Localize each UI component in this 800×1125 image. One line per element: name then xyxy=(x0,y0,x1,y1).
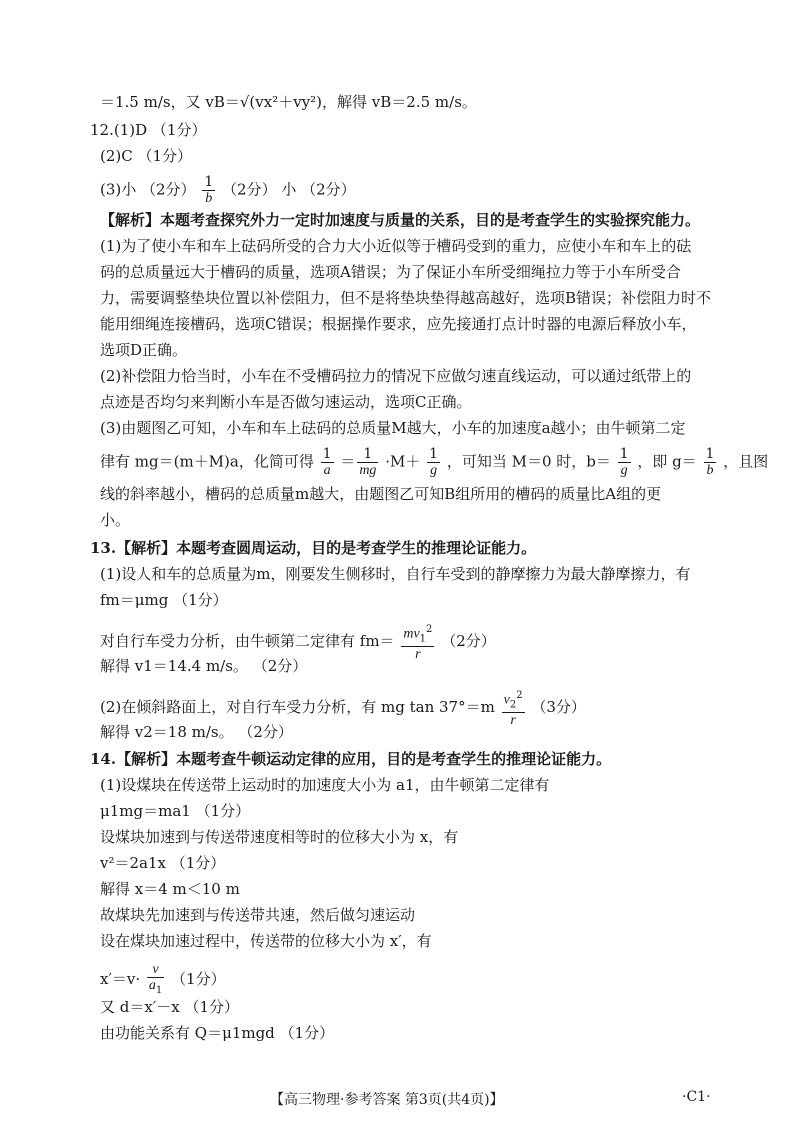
q13-heading: 13.【解析】本题考查圆周运动，目的是考查学生的推理论证能力。 xyxy=(90,539,537,557)
fraction-1-over-a: $\frac{1}{a}$ xyxy=(322,446,332,478)
q13-line-6: 解得 v2＝18 m/s。 （2分） xyxy=(100,723,293,741)
fraction-v2sq-over-r: $\frac{v_2^2}{r}$ xyxy=(503,690,523,729)
q12-p1-line-5: 选项D正确。 xyxy=(100,341,188,359)
q14-line-8-text: x′＝v· xyxy=(100,969,141,988)
q12-answer-3-text: (3)小 （2分） xyxy=(100,180,196,199)
q12-p3-line-2: 律有 mg＝(m＋M)a，化简可得 $\frac{1}{a}$ ＝ $\frac{1}{mg}$ ·M＋ $\frac{1}{g}$ ，可知当 M＝0 时，b＝ $\frac{1}{g}$ ，即 g＝ $\frac{1}{b}$ ，且图 xyxy=(100,446,769,478)
fraction-1-over-g: $\frac{1}{g}$ xyxy=(429,446,439,478)
q13-line-3-text: 对自行车受力分析，由牛顿第二定律有 fm＝ xyxy=(100,632,395,651)
q12-answer-3-rest: （2分） 小 （2分） xyxy=(222,180,356,199)
fraction-1-over-g-2: $\frac{1}{g}$ xyxy=(619,446,629,478)
q12-answer-2: (2)C （1分） xyxy=(100,147,193,165)
q12-p3-2d: ，即 g＝ xyxy=(637,452,697,471)
q12-analysis-heading: 【解析】本题考查探究外力一定时加速度与质量的关系，目的是考查学生的实验探究能力。 xyxy=(100,211,701,229)
q13-line-1: (1)设人和车的总质量为m，刚要发生侧移时，自行车受到的静摩擦力为最大静摩擦力，有 xyxy=(100,565,691,583)
q12-p3-line-3: 线的斜率越小，槽码的总质量m越大，由题图乙可知B组所用的槽码的质量比A组的更 xyxy=(100,485,662,503)
q11-text: ＝1.5 m/s，又 vB＝√(vx²＋vy²)，解得 vB＝2.5 m/s。 xyxy=(100,93,477,111)
q14-line-9: 又 d＝x′－x （1分） xyxy=(100,998,240,1016)
q14-line-8-score: （1分） xyxy=(171,969,226,988)
q14-line-8 xyxy=(100,962,226,998)
q12-p3-line-4: 小。 xyxy=(100,511,131,529)
q12-p3-2a: 律有 mg＝(m＋M)a，化简可得 xyxy=(100,452,314,471)
q12-p1-line-1: (1)为了使小车和车上砝码所受的合力大小近似等于槽码受到的重力，应使小车和车上的砝 xyxy=(100,237,692,255)
q12-p1-line-4: 能用细绳连接槽码，选项C错误；根据操作要求，应先接通打点计时器的电源后释放小车， xyxy=(100,315,697,333)
fraction-1-over-b-2: $\frac{1}{b}$ xyxy=(705,446,715,478)
q12-answer-1: 12.(1)D （1分） xyxy=(90,121,207,139)
q13-line-2: fm＝μmg （1分） xyxy=(100,591,228,609)
q12-p1-line-3: 力，需要调整垫块位置以补偿阻力，但不是将垫块垫得越高越好，选项B错误；补偿阻力时不 xyxy=(100,289,712,307)
q14-line-1: (1)设煤块在传送带上运动时的加速度大小为 a1，由牛顿第二定律有 xyxy=(100,776,550,794)
q12-p2-line-2: 点迹是否均匀来判断小车是否做匀速运动，选项C正确。 xyxy=(100,393,472,411)
fraction-mv1sq-over-r: $\frac{mv_1^2}{r}$ xyxy=(403,624,433,663)
q14-line-4: v²＝2a1x （1分） xyxy=(100,854,226,872)
q14-line-6: 故煤块先加速到与传送带共速，然后做匀速运动 xyxy=(100,906,416,924)
q12-answer-3 xyxy=(100,175,356,206)
q14-line-2: μ1mg＝ma1 （1分） xyxy=(100,802,251,820)
fraction-1-over-b: $\frac{1}{b}$ xyxy=(204,174,214,206)
q13-line-3-score: （2分） xyxy=(441,632,496,651)
q14-heading: 14.【解析】本题考查牛顿运动定律的应用，目的是考查学生的推理论证能力。 xyxy=(90,750,612,768)
page-footer-code: ·C1· xyxy=(682,1089,711,1105)
page-footer-label: 【高三物理·参考答案 第3页(共4页)】 xyxy=(270,1092,504,1108)
q12-p3-2c: ，可知当 M＝0 时，b＝ xyxy=(446,452,611,471)
q14-line-5: 解得 x＝4 m＜10 m xyxy=(100,880,240,898)
q12-p1-line-2: 码的总质量远大于槽码的质量，选项A错误；为了保证小车所受细绳拉力等于小车所受合 xyxy=(100,263,681,281)
q12-p2-line-1: (2)补偿阻力恰当时，小车在不受槽码拉力的情况下应做匀速直线运动，可以通过纸带上的 xyxy=(100,367,692,385)
q13-line-5-score: （3分） xyxy=(531,698,586,717)
q12-p3-2b: ·M＋ xyxy=(385,452,421,471)
q14-line-10: 由功能关系有 Q＝μ1mgd （1分） xyxy=(100,1024,335,1042)
q14-line-3: 设煤块加速到与传送带速度相等时的位移大小为 x，有 xyxy=(100,828,459,846)
q13-line-5-text: (2)在倾斜路面上，对自行车受力分析，有 mg tan 37°＝m xyxy=(100,698,495,717)
q14-line-7: 设在煤块加速过程中，传送带的位移大小为 x′，有 xyxy=(100,932,432,950)
fraction-v-over-a1: $\frac{v}{a_1}$ xyxy=(148,962,163,996)
q12-p3-line-1: (3)由题图乙可知，小车和车上砝码的总质量M越大，小车的加速度a越小；由牛顿第二定 xyxy=(100,419,686,437)
q13-line-4: 解得 v1＝14.4 m/s。 （2分） xyxy=(100,657,308,675)
fraction-1-over-mg: $\frac{1}{mg}$ xyxy=(359,446,377,478)
q12-p3-2e: ，且图 xyxy=(723,452,769,471)
q11-final-line xyxy=(100,92,477,112)
